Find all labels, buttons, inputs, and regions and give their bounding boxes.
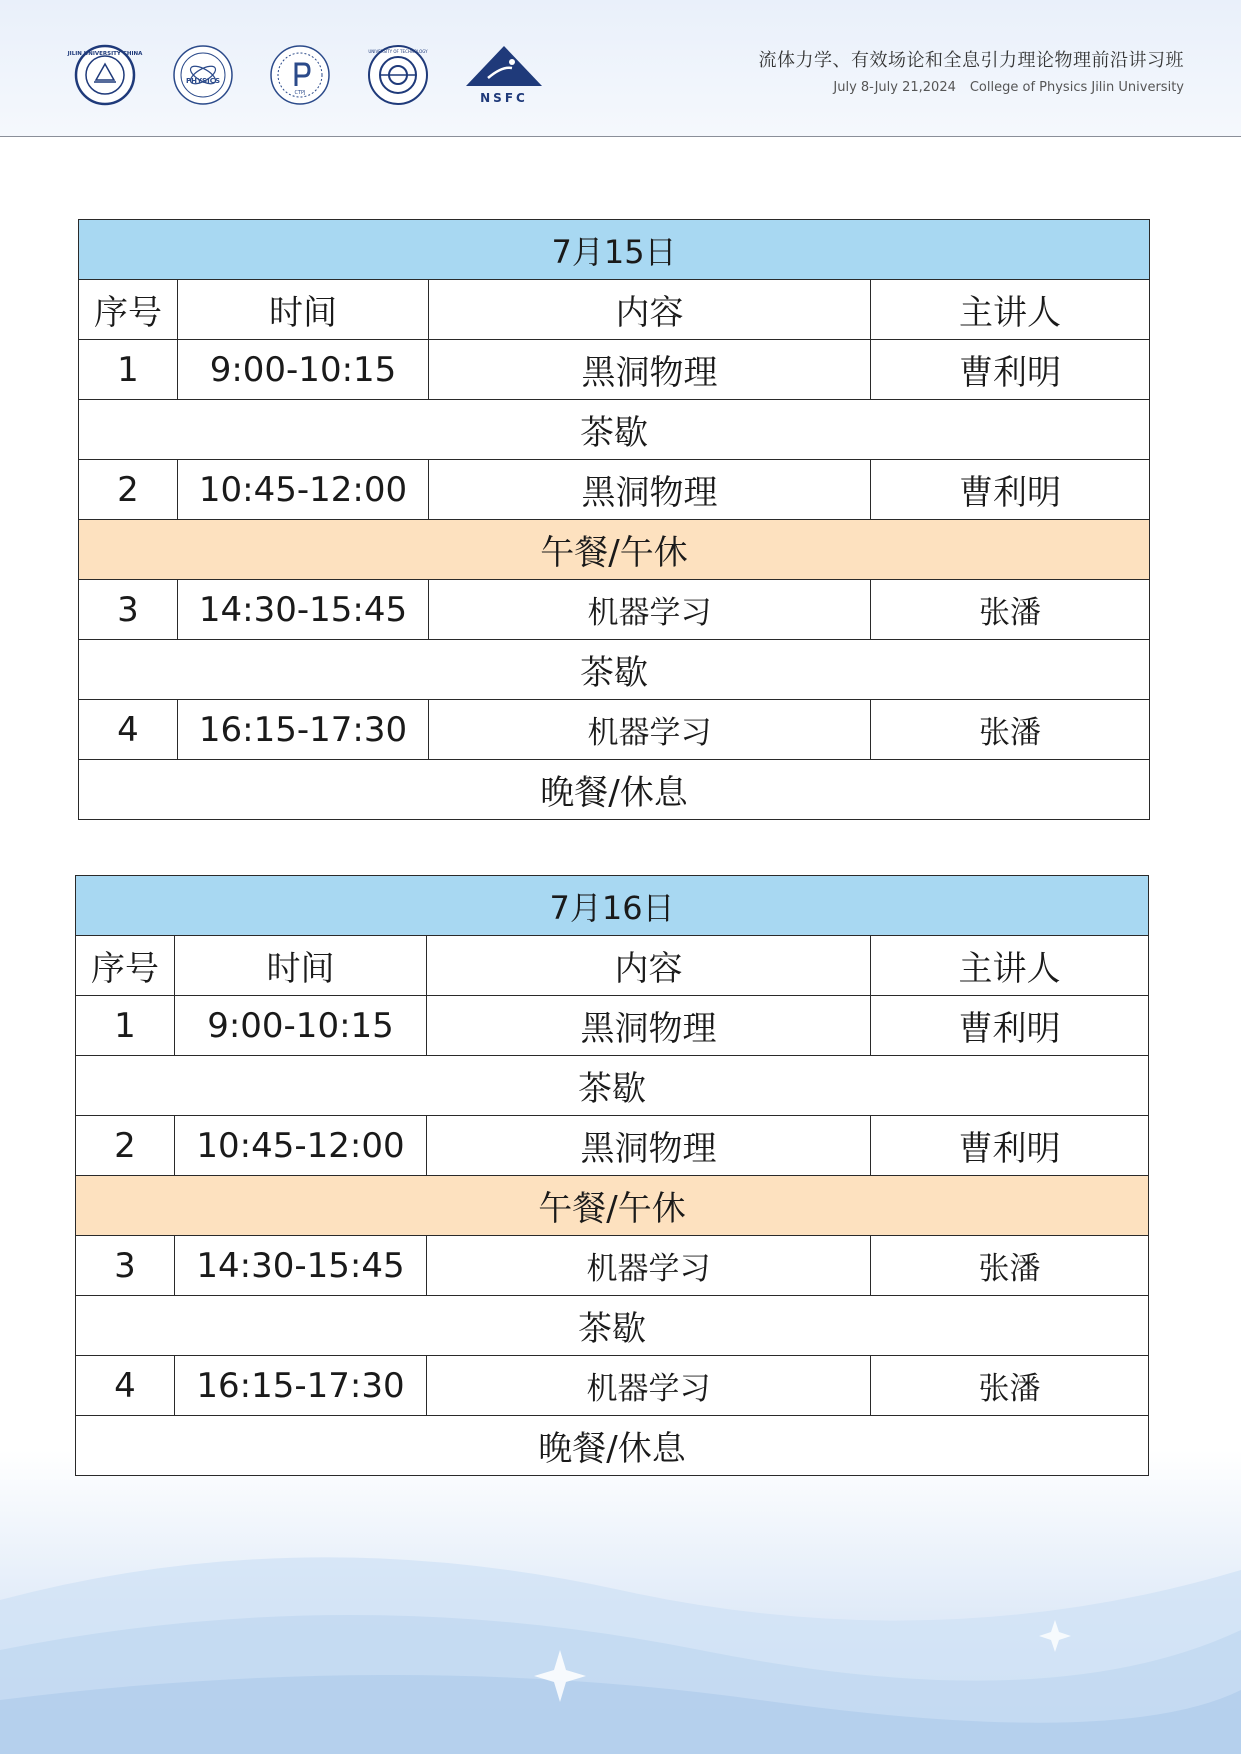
break-label: 茶歇 <box>76 1296 1149 1356</box>
session-topic: 黑洞物理 <box>429 340 871 400</box>
day-header-row <box>79 220 1150 280</box>
session-no: 4 <box>76 1356 175 1416</box>
col-header-speaker: 主讲人 <box>871 936 1149 996</box>
col-header-topic: 内容 <box>429 280 871 340</box>
dinner-label: 晚餐/休息 <box>76 1416 1149 1476</box>
session-no: 1 <box>76 996 175 1056</box>
svg-text:NSFC: NSFC <box>480 91 528 105</box>
page-header <box>0 0 1241 137</box>
session-row <box>79 580 1150 640</box>
schedule-table-day-1 <box>78 219 1150 820</box>
col-header-topic: 内容 <box>427 936 871 996</box>
session-time: 9:00-10:15 <box>178 340 429 400</box>
session-time: 14:30-15:45 <box>175 1236 427 1296</box>
break-row <box>76 1296 1149 1356</box>
session-topic: 黑洞物理 <box>427 1116 871 1176</box>
session-speaker: 张潘 <box>871 1236 1149 1296</box>
session-topic: 机器学习 <box>427 1236 871 1296</box>
session-speaker: 张潘 <box>871 580 1150 640</box>
session-speaker: 张潘 <box>871 700 1150 760</box>
session-no: 3 <box>76 1236 175 1296</box>
svg-text:CTPJ: CTPJ <box>294 90 306 96</box>
session-no: 1 <box>79 340 178 400</box>
day-date: 7月16日 <box>76 876 1149 936</box>
svg-text:PHYSICS: PHYSICS <box>185 77 221 85</box>
session-speaker: 曹利明 <box>871 1116 1149 1176</box>
col-header-time: 时间 <box>175 936 427 996</box>
break-row <box>76 1416 1149 1476</box>
jilin-university-seal-icon <box>67 44 143 106</box>
session-time: 9:00-10:15 <box>175 996 427 1056</box>
day-header-row <box>76 876 1149 936</box>
schedule-table-day-2 <box>75 875 1149 1476</box>
session-topic: 机器学习 <box>429 700 871 760</box>
session-time: 16:15-17:30 <box>178 700 429 760</box>
session-speaker: 曹利明 <box>871 996 1149 1056</box>
break-label: 茶歇 <box>79 400 1150 460</box>
theoretical-physics-center-seal-icon <box>269 44 331 106</box>
session-time: 10:45-12:00 <box>178 460 429 520</box>
technology-university-seal-icon <box>367 44 429 106</box>
session-topic: 黑洞物理 <box>427 996 871 1056</box>
college-of-physics-seal-icon <box>172 44 234 106</box>
workshop-institution: College of Physics Jilin University <box>969 80 1184 95</box>
day-date: 7月15日 <box>79 220 1150 280</box>
session-row <box>76 1236 1149 1296</box>
session-time: 10:45-12:00 <box>175 1116 427 1176</box>
break-row <box>76 1056 1149 1116</box>
decorative-wave-background <box>0 1480 1241 1754</box>
session-topic: 机器学习 <box>429 580 871 640</box>
lunch-label: 午餐/午休 <box>79 520 1150 580</box>
break-row <box>79 640 1150 700</box>
session-no: 4 <box>79 700 178 760</box>
col-header-no: 序号 <box>79 280 178 340</box>
break-row <box>79 760 1150 820</box>
svg-text:UNIVERSITY OF TECHNOLOGY: UNIVERSITY OF TECHNOLOGY <box>368 49 428 54</box>
break-label: 茶歇 <box>79 640 1150 700</box>
session-row <box>79 340 1150 400</box>
lunch-row <box>76 1176 1149 1236</box>
lunch-label: 午餐/午休 <box>76 1176 1149 1236</box>
session-speaker: 曹利明 <box>871 340 1150 400</box>
break-row <box>79 400 1150 460</box>
session-time: 16:15-17:30 <box>175 1356 427 1416</box>
lunch-row <box>79 520 1150 580</box>
session-no: 2 <box>79 460 178 520</box>
session-row <box>76 996 1149 1056</box>
session-no: 3 <box>79 580 178 640</box>
column-header-row <box>76 936 1149 996</box>
svg-text:JILIN UNIVERSITY CHINA: JILIN UNIVERSITY CHINA <box>67 51 143 57</box>
session-row <box>79 460 1150 520</box>
session-no: 2 <box>76 1116 175 1176</box>
col-header-no: 序号 <box>76 936 175 996</box>
session-topic: 机器学习 <box>427 1356 871 1416</box>
session-row <box>76 1116 1149 1176</box>
session-speaker: 曹利明 <box>871 460 1150 520</box>
workshop-title: 流体力学、有效场论和全息引力理论物理前沿讲习班 <box>758 50 1184 71</box>
nsfc-logo-icon <box>462 44 546 106</box>
session-row <box>79 700 1150 760</box>
workshop-dates: July 8-July 21,2024 <box>833 80 956 95</box>
column-header-row <box>79 280 1150 340</box>
col-header-time: 时间 <box>178 280 429 340</box>
session-row <box>76 1356 1149 1416</box>
session-time: 14:30-15:45 <box>178 580 429 640</box>
session-speaker: 张潘 <box>871 1356 1149 1416</box>
session-topic: 黑洞物理 <box>429 460 871 520</box>
workshop-subtitle <box>819 80 1184 95</box>
dinner-label: 晚餐/休息 <box>79 760 1150 820</box>
col-header-speaker: 主讲人 <box>871 280 1150 340</box>
break-label: 茶歇 <box>76 1056 1149 1116</box>
